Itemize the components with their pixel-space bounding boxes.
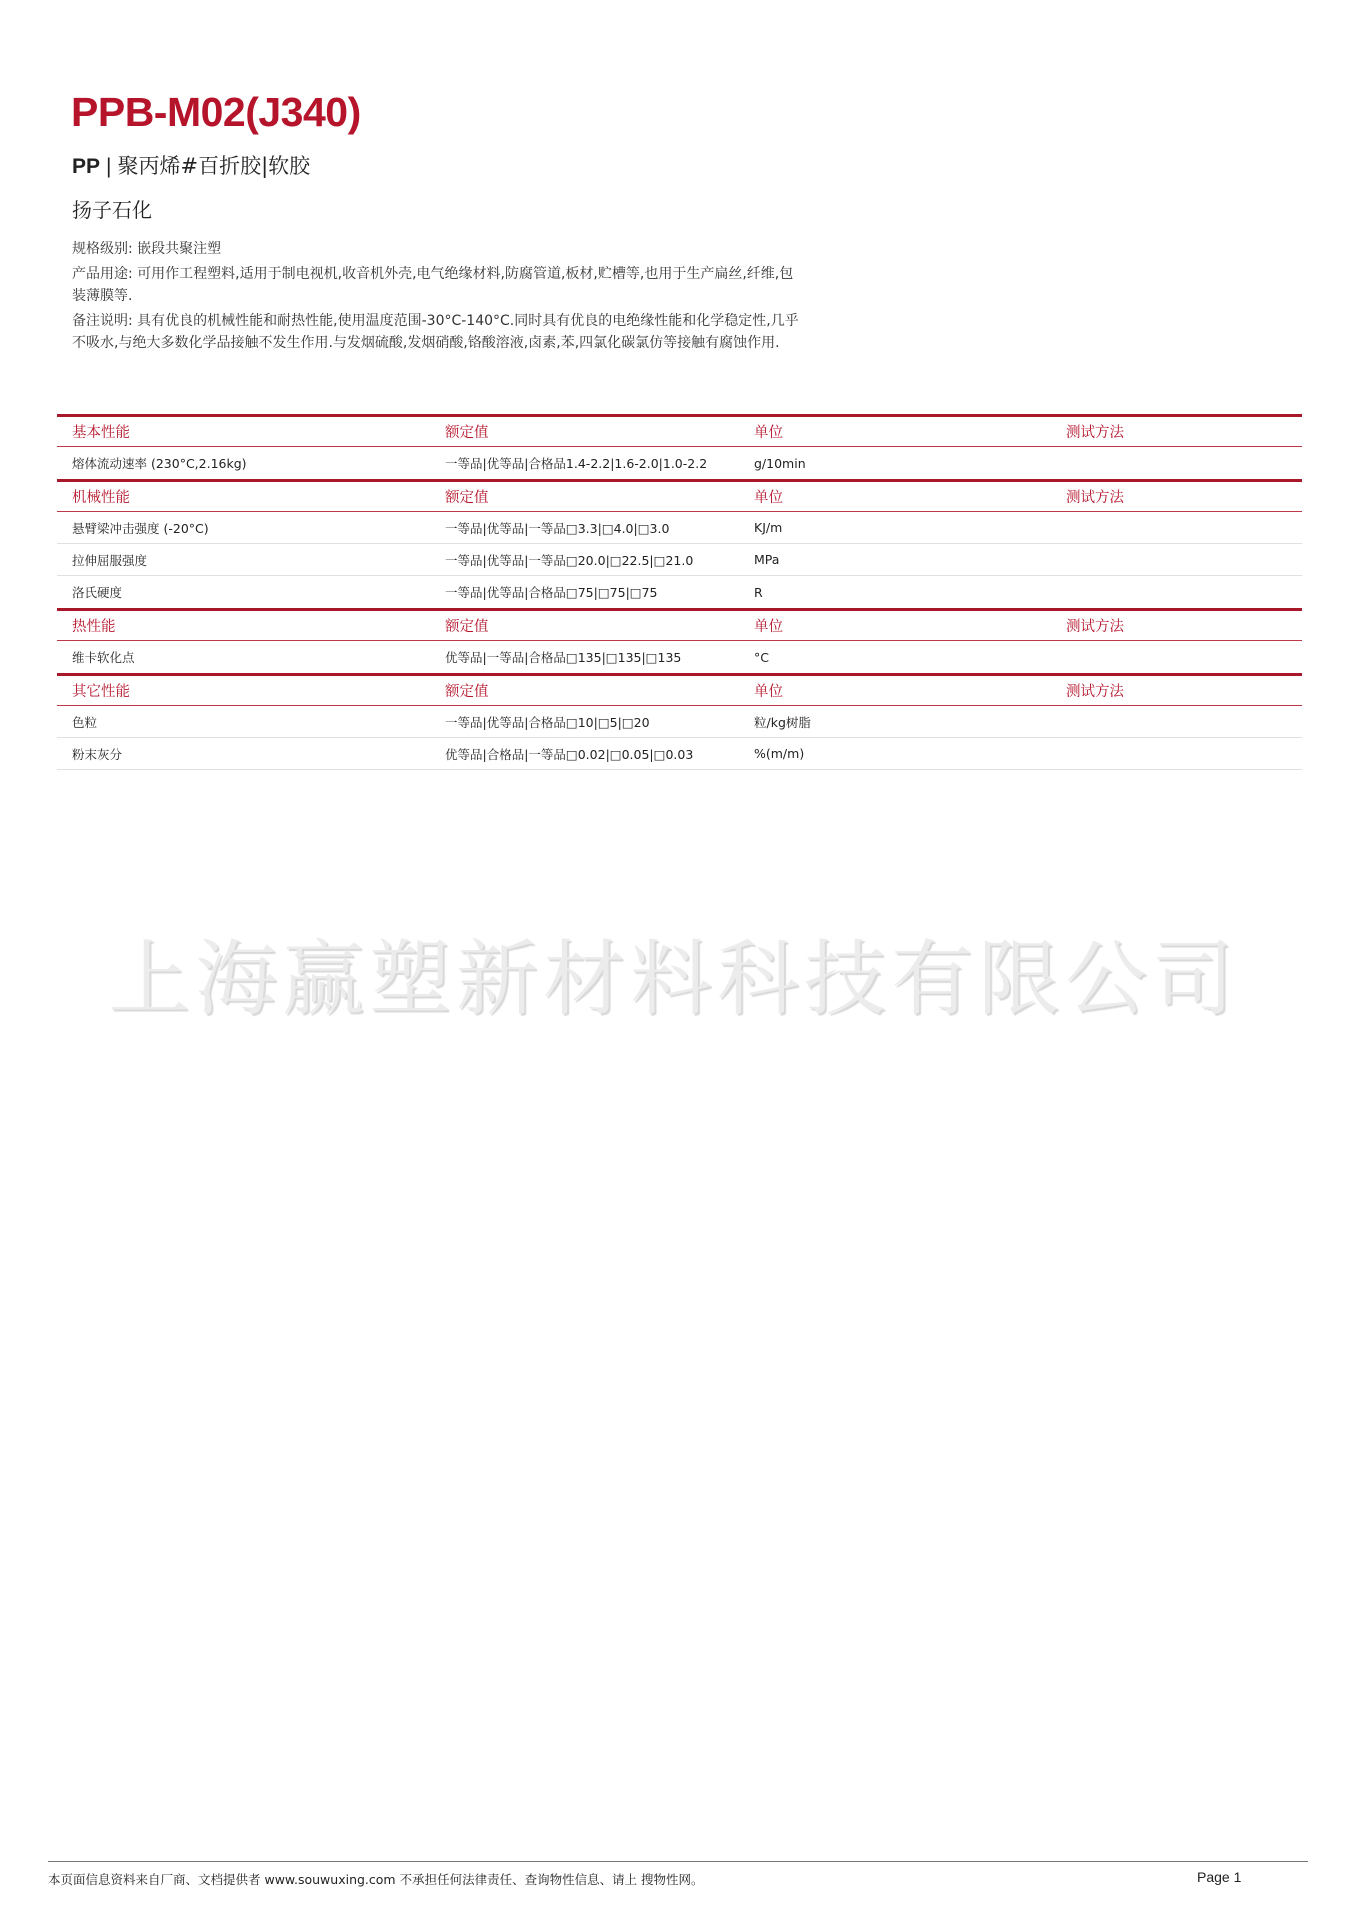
company-watermark: 上海赢塑新材料科技有限公司 <box>108 932 1240 1027</box>
property-name: 维卡软化点 <box>72 650 135 665</box>
table-row <box>57 544 1302 576</box>
page-number: Page 1 <box>1197 1869 1242 1885</box>
manufacturer-name: 扬子石化 <box>72 198 152 222</box>
table-row <box>57 576 1302 608</box>
column-header-value: 额定值 <box>445 490 489 506</box>
property-name: 洛氏硬度 <box>72 585 123 600</box>
column-header-unit: 单位 <box>754 619 783 635</box>
column-header-unit: 单位 <box>754 490 783 506</box>
property-name: 拉伸屈服强度 <box>72 552 148 568</box>
footer-disclaimer: 本页面信息资料来自厂商、文档提供者 www.souwuxing.com 不承担任何法律责任、查询物性信息、请上 搜物性网。 <box>48 1872 704 1887</box>
property-value: 优等品|一等品|合格品□135|□135|□135 <box>445 650 682 665</box>
property-value: 一等品|优等品|一等品□3.3|□4.0|□3.0 <box>445 520 670 536</box>
column-header-value: 额定值 <box>445 684 489 700</box>
grade-level: 规格级别: 嵌段共聚注塑 <box>72 241 222 257</box>
footer-divider <box>48 1861 1308 1862</box>
property-unit: R <box>754 584 763 600</box>
category-code: PP <box>72 155 101 178</box>
property-value: 优等品|合格品|一等品□0.02|□0.05|□0.03 <box>445 746 694 762</box>
section-header-mechanical <box>57 479 1302 512</box>
section-title: 机械性能 <box>72 490 130 506</box>
property-name: 悬臂梁冲击强度 (-20°C) <box>72 520 209 536</box>
property-value: 一等品|优等品|合格品□10|□5|□20 <box>445 714 650 730</box>
product-description <box>72 238 802 357</box>
property-unit: °C <box>754 649 769 665</box>
section-title: 热性能 <box>72 619 116 635</box>
property-name: 色粒 <box>72 714 98 730</box>
section-header-other <box>57 673 1302 706</box>
category-separator: | <box>106 155 112 178</box>
product-title: PPB-M02(J340) <box>71 89 361 135</box>
column-header-method: 测试方法 <box>1066 684 1124 700</box>
property-name: 熔体流动速率 (230°C,2.16kg) <box>72 456 247 471</box>
property-unit: 粒/kg树脂 <box>754 714 811 730</box>
column-header-value: 额定值 <box>445 619 489 635</box>
column-header-unit: 单位 <box>754 425 783 441</box>
property-value: 一等品|优等品|合格品1.4-2.2|1.6-2.0|1.0-2.2 <box>445 456 708 471</box>
property-value: 一等品|优等品|一等品□20.0|□22.5|□21.0 <box>445 552 694 568</box>
property-unit: KJ/m <box>754 520 783 535</box>
table-row <box>57 512 1302 544</box>
property-value: 一等品|优等品|合格品□75|□75|□75 <box>445 585 658 600</box>
table-row <box>57 706 1302 738</box>
section-title: 基本性能 <box>72 425 130 441</box>
properties-table <box>57 414 1302 770</box>
section-header-thermal <box>57 608 1302 641</box>
property-unit: %(m/m) <box>754 746 805 761</box>
column-header-method: 测试方法 <box>1066 619 1124 635</box>
property-unit: g/10min <box>754 455 806 471</box>
table-row <box>57 738 1302 770</box>
product-category <box>72 152 310 181</box>
remarks: 备注说明: 具有优良的机械性能和耐热性能,使用温度范围-30°C-140°C.同时具有优良的电绝缘性能和化学稳定性,几乎不吸水,与绝大多数化学品接触不发生作用.与发烟硫酸,发烟硝酸,铬酸溶液,卤素,苯,四氯化碳氯仿等接触有腐蚀作用. <box>72 313 799 351</box>
category-description: 聚丙烯#百折胶|软胶 <box>117 154 311 178</box>
table-row <box>57 641 1302 673</box>
column-header-method: 测试方法 <box>1066 425 1124 441</box>
table-row <box>57 447 1302 479</box>
column-header-unit: 单位 <box>754 684 783 700</box>
column-header-method: 测试方法 <box>1066 490 1124 506</box>
section-title: 其它性能 <box>72 684 130 700</box>
column-header-value: 额定值 <box>445 425 489 441</box>
section-header-basic <box>57 414 1302 447</box>
property-name: 粉末灰分 <box>72 746 123 762</box>
product-usage: 产品用途: 可用作工程塑料,适用于制电视机,收音机外壳,电气绝缘材料,防腐管道,板材,贮槽等,也用于生产扁丝,纤维,包装薄膜等. <box>72 266 794 304</box>
property-unit: MPa <box>754 552 780 567</box>
